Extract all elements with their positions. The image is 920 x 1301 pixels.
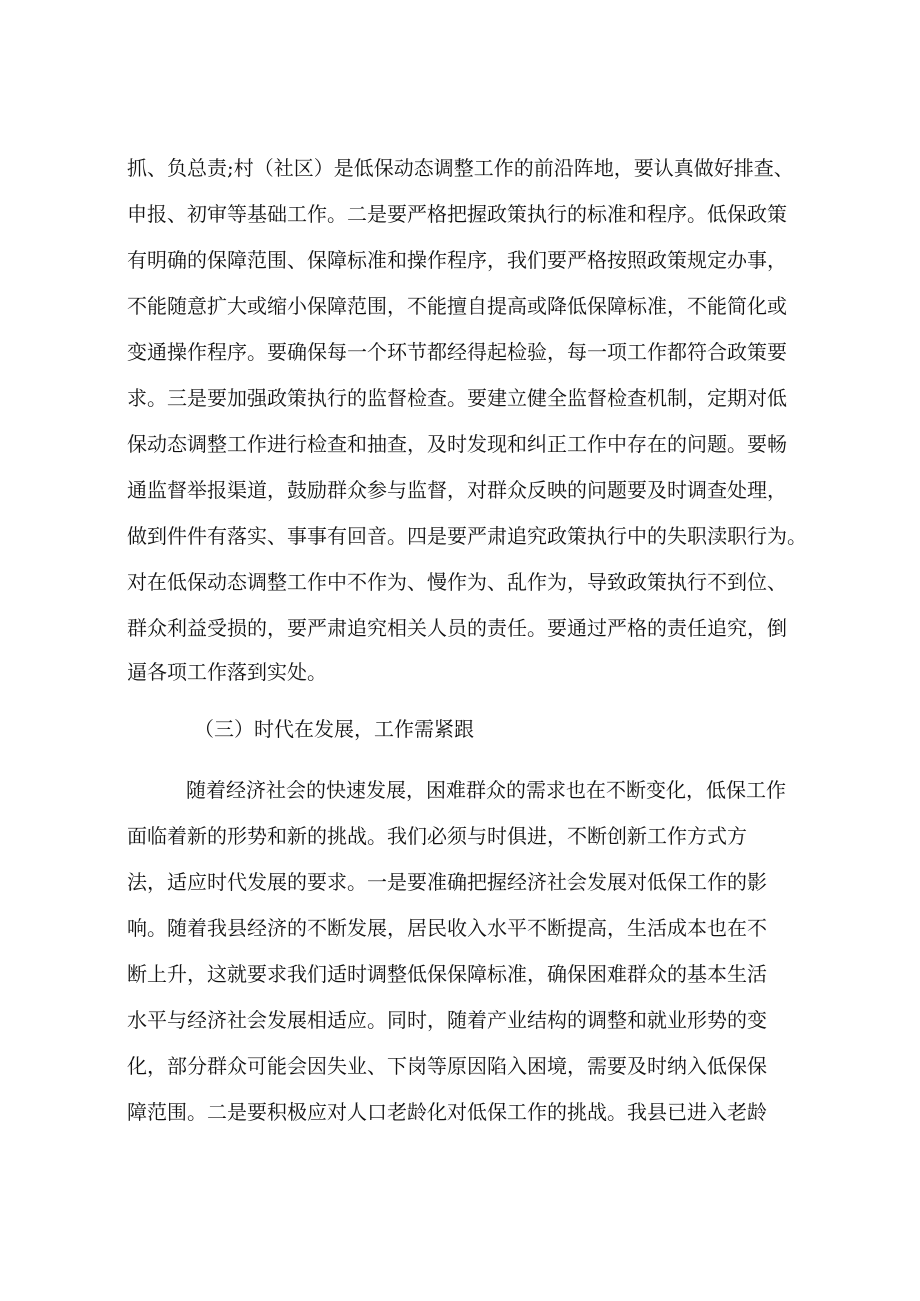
paragraph-line: 抓、负总责;村（社区）是低保动态调整工作的前沿阵地，要认真做好排查、 bbox=[127, 156, 794, 180]
paragraph-line: 申报、初审等基础工作。二是要严格把握政策执行的标准和程序。低保政策 bbox=[127, 202, 787, 226]
paragraph-line: 对在低保动态调整工作中不作为、慢作为、乱作为，导致政策执行不到位、 bbox=[127, 570, 787, 594]
paragraph-line: 响。随着我县经济的不断发展，居民收入水平不断提高，生活成本也在不 bbox=[127, 916, 767, 940]
paragraph-line: 化，部分群众可能会因失业、下岗等原因陷入困境，需要及时纳入低保保 bbox=[127, 1054, 767, 1078]
paragraph-line: 水平与经济社会发展相适应。同时，随着产业结构的调整和就业形势的变 bbox=[127, 1008, 767, 1032]
section-heading: （三）时代在发展，工作需紧跟 bbox=[194, 717, 474, 741]
paragraph-line: 群众利益受损的，要严肃追究相关人员的责任。要通过严格的责任追究，倒 bbox=[127, 616, 787, 640]
paragraph-line: 断上升，这就要求我们适时调整低保保障标准，确保困难群众的基本生活 bbox=[127, 962, 767, 986]
paragraph-line: 通监督举报渠道，鼓励群众参与监督，对群众反映的问题要及时调查处理， bbox=[127, 478, 787, 502]
paragraph-line: 逼各项工作落到实处。 bbox=[127, 660, 327, 684]
paragraph-line: 面临着新的形势和新的挑战。我们必须与时俱进，不断创新工作方式方 bbox=[127, 824, 747, 848]
paragraph-line: 障范围。二是要积极应对人口老龄化对低保工作的挑战。我县已进入老龄 bbox=[127, 1100, 767, 1124]
paragraph-line: 有明确的保障范围、保障标准和操作程序，我们要严格按照政策规定办事， bbox=[127, 248, 787, 272]
paragraph-line: 求。三是要加强政策执行的监督检查。要建立健全监督检查机制，定期对低 bbox=[127, 386, 787, 410]
paragraph-line: 不能随意扩大或缩小保障范围，不能擅自提高或降低保障标准，不能简化或 bbox=[127, 294, 787, 318]
paragraph-line: 保动态调整工作进行检查和抽查，及时发现和纠正工作中存在的问题。要畅 bbox=[127, 432, 787, 456]
paragraph-line: 变通操作程序。要确保每一个环节都经得起检验，每一项工作都符合政策要 bbox=[127, 340, 787, 364]
paragraph-line: 随着经济社会的快速发展，困难群众的需求也在不断变化，低保工作 bbox=[186, 778, 786, 802]
paragraph-line: 法，适应时代发展的要求。一是要准确把握经济社会发展对低保工作的影 bbox=[127, 870, 767, 894]
paragraph-line: 做到件件有落实、事事有回音。四是要严肃追究政策执行中的失职渎职行为。 bbox=[127, 524, 807, 548]
